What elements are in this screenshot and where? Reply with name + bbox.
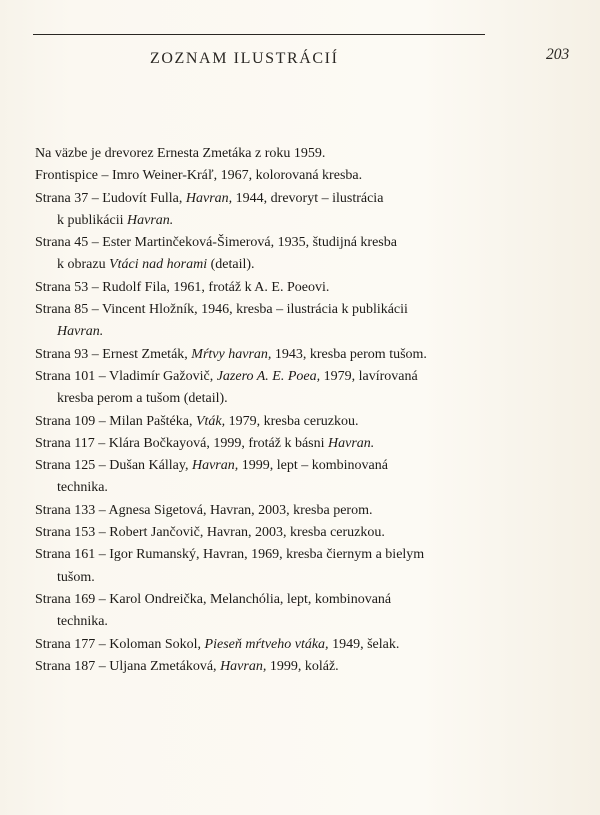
entry-continuation-line: [35, 388, 525, 410]
entry-line: [35, 369, 418, 384]
entry-text: 1949, šelak.: [328, 636, 400, 652]
entry-text: Frontispice – Imro Weiner-Kráľ, 1967, kolorovaná kresba.: [35, 168, 363, 184]
entry-text: Strana 161 – Igor Rumanský, Havran, 1969, kresba čiernym a bielym: [35, 547, 425, 563]
entry-line: [35, 525, 385, 540]
entry-text: 1999, koláž.: [266, 658, 339, 674]
entry-text: Strana 153 – Robert Jančovič, Havran, 2003, kresba ceruzkou.: [35, 525, 385, 541]
entry-text: Strana 109 – Milan Paštéka,: [35, 413, 196, 429]
list-item: [35, 277, 525, 299]
entry-line: [35, 146, 325, 161]
entry-text: kresba perom a tušom (detail).: [57, 391, 228, 407]
italic-title: Pieseň mŕtveho vtáka,: [204, 636, 329, 652]
list-item: [35, 232, 525, 277]
list-item: [35, 433, 525, 455]
list-item: [35, 589, 525, 634]
entry-text: Strana 37 – Ľudovít Fulla,: [35, 190, 186, 206]
entry-line: [35, 436, 374, 451]
entry-text: Strana 187 – Uljana Zmetáková,: [35, 658, 221, 674]
entry-line: [35, 592, 391, 607]
list-item: [35, 299, 525, 344]
entry-text: k obrazu: [57, 257, 110, 273]
italic-title: Vtáci nad horami: [109, 257, 208, 273]
list-item: [35, 522, 525, 544]
entry-text: Strana 93 – Ernest Zmeták,: [35, 346, 192, 362]
entry-text: Na väzbe je drevorez Ernesta Zmetáka z roku 1959.: [35, 146, 326, 161]
entry-text: Strana 53 – Rudolf Fila, 1961, frotáž k A. E. Poeovi.: [35, 279, 330, 295]
entry-text: 1943, kresba perom tušom.: [271, 346, 427, 362]
entry-line: [35, 235, 397, 250]
italic-title: Havran.: [127, 212, 174, 228]
list-item: [35, 455, 525, 500]
list-item: [35, 344, 525, 366]
entry-text: Strana 125 – Dušan Kállay,: [35, 458, 192, 474]
entry-continuation-line: [35, 210, 525, 232]
entry-text: Strana 133 – Agnesa Sigetová, Havran, 2003, kresba perom.: [35, 502, 373, 518]
entry-continuation-line: [35, 254, 525, 276]
entry-text: k publikácii: [57, 212, 127, 228]
illustrations-list: [35, 143, 525, 678]
entry-text: 1944, drevoryt – ilustrácia: [232, 190, 384, 206]
entry-text: 1979, lavírovaná: [320, 368, 418, 384]
italic-title: Vták,: [195, 413, 226, 429]
entry-line: [35, 503, 372, 518]
italic-title: Havran,: [185, 190, 233, 206]
entry-line: [35, 191, 383, 206]
running-head-title: ZOZNAM ILUSTRÁCIÍ: [150, 50, 339, 67]
list-item: [35, 165, 525, 187]
italic-title: Mŕtvy havran,: [191, 346, 272, 362]
entry-text: technika.: [57, 614, 108, 630]
italic-title: Havran,: [191, 458, 239, 474]
list-item: [35, 500, 525, 522]
entry-continuation-line: [35, 321, 525, 343]
entry-line: [35, 414, 358, 429]
list-item: [35, 544, 525, 589]
entry-text: Strana 117 – Klára Bočkayová, 1999, frotáž k básni: [35, 435, 329, 451]
entry-line: [35, 302, 408, 317]
entry-text: Strana 177 – Koloman Sokol,: [35, 636, 205, 652]
header-rule: [33, 34, 485, 35]
list-item: [35, 656, 525, 678]
entry-text: Strana 169 – Karol Ondreička, Melanchólia, lept, kombinovaná: [35, 591, 392, 607]
entry-line: [35, 458, 388, 473]
entry-text: technika.: [57, 480, 108, 496]
list-item: [35, 366, 525, 411]
italic-title: Jazero A. E. Poea,: [216, 368, 321, 384]
list-item: [35, 188, 525, 233]
italic-title: Havran,: [220, 658, 267, 674]
entry-text: Strana 45 – Ester Martinčeková-Šimerová, 1935, študijná kresba: [35, 235, 397, 251]
entry-line: [35, 280, 329, 295]
page-number: 203: [546, 46, 570, 63]
italic-title: Havran.: [57, 324, 104, 340]
entry-line: [35, 659, 339, 674]
list-item: [35, 411, 525, 433]
entry-line: [35, 637, 399, 652]
entry-text: 1979, kresba ceruzkou.: [225, 413, 359, 429]
entry-continuation-line: [35, 611, 525, 633]
entry-continuation-line: [35, 477, 525, 499]
entry-text: (detail).: [207, 257, 255, 273]
entry-text: Strana 101 – Vladimír Gažovič,: [35, 368, 217, 384]
list-item: [35, 634, 525, 656]
entry-continuation-line: [35, 567, 525, 589]
entry-line: [35, 168, 362, 183]
entry-text: tušom.: [57, 569, 95, 585]
entry-text: 1999, lept – kombinovaná: [238, 458, 388, 474]
list-item: [35, 143, 525, 165]
entry-text: Strana 85 – Vincent Hložník, 1946, kresba – ilustrácia k publikácii: [35, 302, 408, 318]
italic-title: Havran.: [328, 435, 375, 451]
entry-line: [35, 547, 424, 562]
entry-line: [35, 347, 427, 362]
